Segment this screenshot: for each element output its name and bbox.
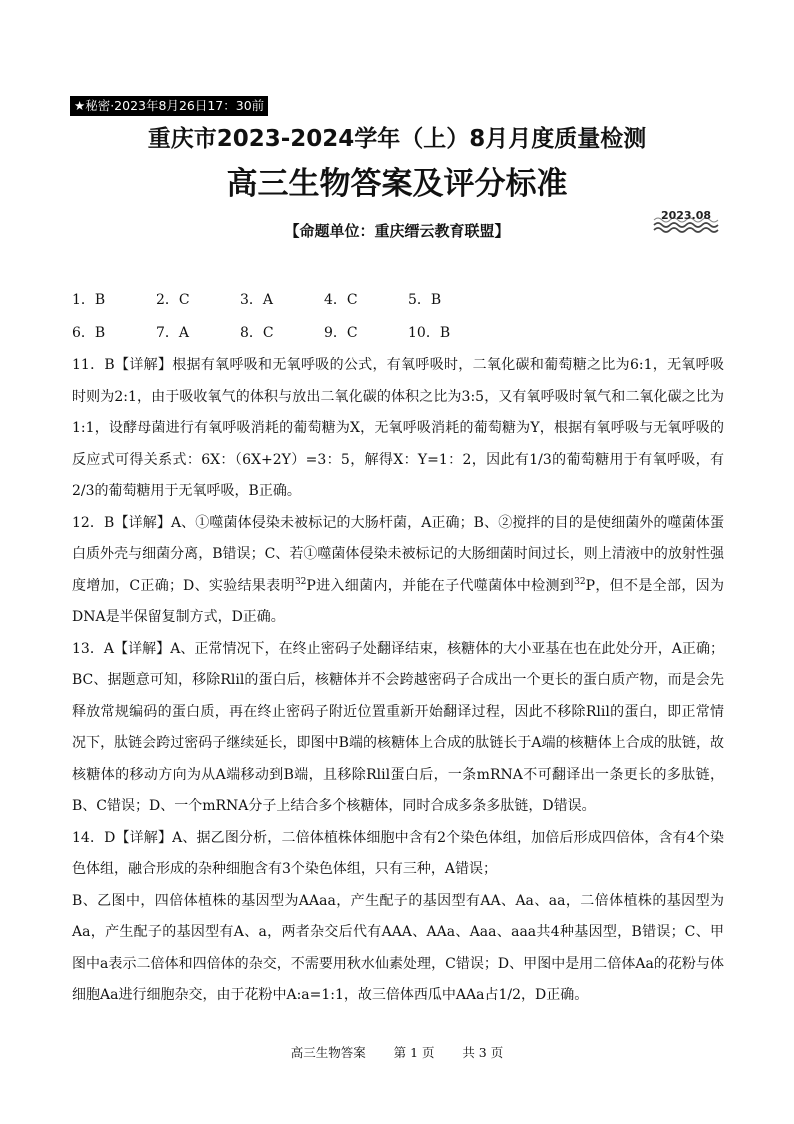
answer-item: 2．C [156, 292, 190, 308]
answer-item: 5．B [408, 292, 442, 308]
answer-item: 10．B [408, 325, 451, 341]
superscript: 32 [574, 576, 586, 587]
confidential-label: ★秘密·2023年8月26日17：30前 [70, 96, 268, 116]
explanation-text: 12．B【详解】A、①噬菌体侵染未被标记的大肠杆菌，A正确；B、②搅拌的目的是使细菌外的噬菌体蛋白质外壳与细菌分离，B错误；C、若①噬菌体侵染未被标记的大肠细菌时间过长，则上清液中的放射性强度增加，C正确；D、实验结果表明 [72, 514, 724, 594]
explanation-text: P进入细菌内，并能在子代噬菌体中检测到 [306, 577, 575, 594]
author-unit: 【命题单位：重庆缙云教育联盟】 [284, 222, 510, 240]
answer-item: 3．A [240, 292, 274, 308]
answer-item: 9．C [324, 325, 358, 341]
explanation-text: P，但不是全部，因为DNA是半保留复制方式，D正确。 [72, 577, 725, 625]
explanation-q14-continued: B、乙图中，四倍体植株的基因型为AAaa，产生配子的基因型有AA、Aa、aa，二倍体植株的基因型为Aa，产生配子的基因型有A、a，两者杂交后代有AAA、AAa、Aaa、aaa共4种基因型，B错误；C、甲图中a表示二倍体和四倍体的杂交，不需要用秋水仙素处理，C错误；D、甲图中是用二倍体Aa的花粉与体细胞Aa进行细胞杂交，由于花粉中A:a=1:1，故三倍体西瓜中AAa占1/2，D正确。 [72, 892, 724, 1003]
answer-item: 8．C [240, 325, 274, 341]
stamp-text: 2023.08 [660, 209, 712, 222]
explanation-q11: 11．B【详解】根据有氧呼吸和无氧呼吸的公式，有氧呼吸时，二氧化碳和葡萄糖之比为6:1，无氧呼吸时则为2:1，由于吸收氧气的体积与放出二氧化碳的体积之比为3:5，又有氧呼吸时氧气和二氧化碳之比为1:1，设酵母菌进行有氧呼吸消耗的葡萄糖为X，无氧呼吸消耗的葡萄糖为Y，根据有氧呼吸与无氧呼吸的反应式可得关系式：6X：（6X+2Y）=3：5，解得X：Y=1：2，因此有1/3的葡萄糖用于有氧呼吸，有2/3的葡萄糖用于无氧呼吸，B正确。 [72, 357, 724, 499]
document-title: 高三生物答案及评分标准 [226, 166, 568, 202]
footer-doc-name: 高三生物答案 [290, 1045, 366, 1060]
page-footer [0, 1043, 794, 1061]
superscript: 32 [294, 576, 307, 587]
exam-title: 重庆市2023-2024学年（上）8月月度质量检测 [147, 126, 647, 152]
answer-row [72, 288, 492, 321]
explanation-q12 [72, 508, 724, 634]
answer-key [72, 288, 492, 354]
explanations [72, 350, 724, 1012]
answer-item: 6．B [72, 325, 106, 341]
answer-item: 7．A [156, 325, 190, 341]
footer-total-pages: 共 3 页 [462, 1045, 504, 1060]
answer-item: 4．C [324, 292, 358, 308]
explanation-q13: 13．A【详解】A、正常情况下，在终止密码子处翻译结束，核糖体的大小亚基在也在此处分开，A正确；BC、据题意可知，移除Rlil的蛋白后，核糖体并不会跨越密码子合成出一个更长的蛋白质产物，而是会先释放常规编码的蛋白质，再在终止密码子附近位置重新开始翻译过程，因此不移除Rlil的蛋白，即正常情况下，肽链会跨过密码子继续延长，即图中B端的核糖体上合成的肽链长于A端的核糖体上合成的肽链，故核糖体的移动方向为从A端移动到B端，且移除Rlil蛋白后，一条mRNA不可翻译出一条更长的多肽链，B、C错误；D、一个mRNA分子上结合多个核糖体，同时合成多条多肽链，D错误。 [72, 640, 724, 814]
footer-page-number: 第 1 页 [393, 1045, 435, 1060]
explanation-q14: 14．D【详解】A、据乙图分析，二倍体植株体细胞中含有2个染色体组，加倍后形成四倍体，含有4个染色体组，融合形成的杂种细胞含有3个染色体组，只有三种，A错误； [72, 829, 724, 877]
answer-item: 1．B [72, 292, 106, 308]
